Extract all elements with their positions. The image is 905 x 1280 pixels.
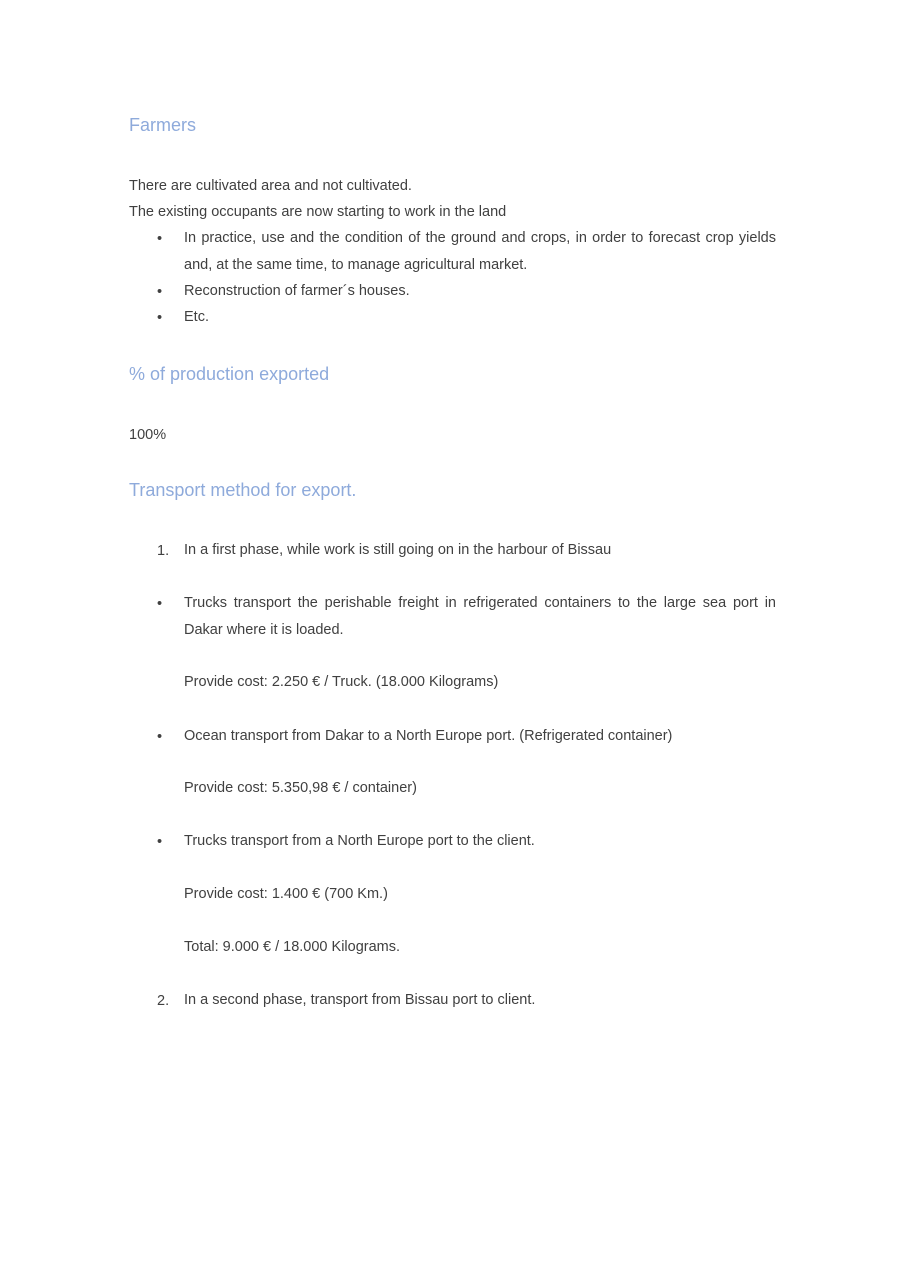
transport-bullet-trucks-client: Trucks transport from a North Europe port to the client. [184,833,535,849]
farmers-line-2: The existing occupants are now starting to work in the land [129,204,507,220]
bullet-marker: • [157,231,163,247]
transport-cost-truck: Provide cost: 2.250 € / Truck. (18.000 Kilograms) [184,674,499,690]
production-value: 100% [129,427,167,443]
farmers-bullet-3: Etc. [184,309,209,325]
bullet-marker: • [157,729,163,745]
transport-bullet-ocean: Ocean transport from Dakar to a North Europe port. (Refrigerated container) [184,728,673,744]
bullet-marker: • [157,596,163,612]
farmers-line-1: There are cultivated area and not cultivated. [129,178,412,194]
farmers-bullet-2: Reconstruction of farmer´s houses. [184,283,410,299]
farmers-bullet-1: In practice, use and the condition of the ground and crops, in order to forecast crop yields and, at the same time, to manage agricultural market. [184,230,776,273]
bullet-marker: • [157,310,163,326]
transport-phase-2: In a second phase, transport from Bissau port to client. [184,992,536,1008]
list-number-2: 2. [157,993,170,1009]
transport-phase-1: In a first phase, while work is still going on in the harbour of Bissau [184,542,612,558]
transport-total: Total: 9.000 € / 18.000 Kilograms. [184,939,401,955]
farmers-heading: Farmers [129,115,196,135]
transport-heading: Transport method for export. [129,480,357,500]
transport-bullet-trucks-dakar: Trucks transport the perishable freight in refrigerated containers to the large sea port in Dakar where it is loaded. [184,595,776,638]
transport-cost-container: Provide cost: 5.350,98 € / container) [184,780,417,796]
bullet-marker: • [157,284,163,300]
production-heading: % of production exported [129,364,330,384]
transport-cost-trucks-client: Provide cost: 1.400 € (700 Km.) [184,886,388,902]
list-number-1: 1. [157,543,170,559]
bullet-marker: • [157,834,163,850]
